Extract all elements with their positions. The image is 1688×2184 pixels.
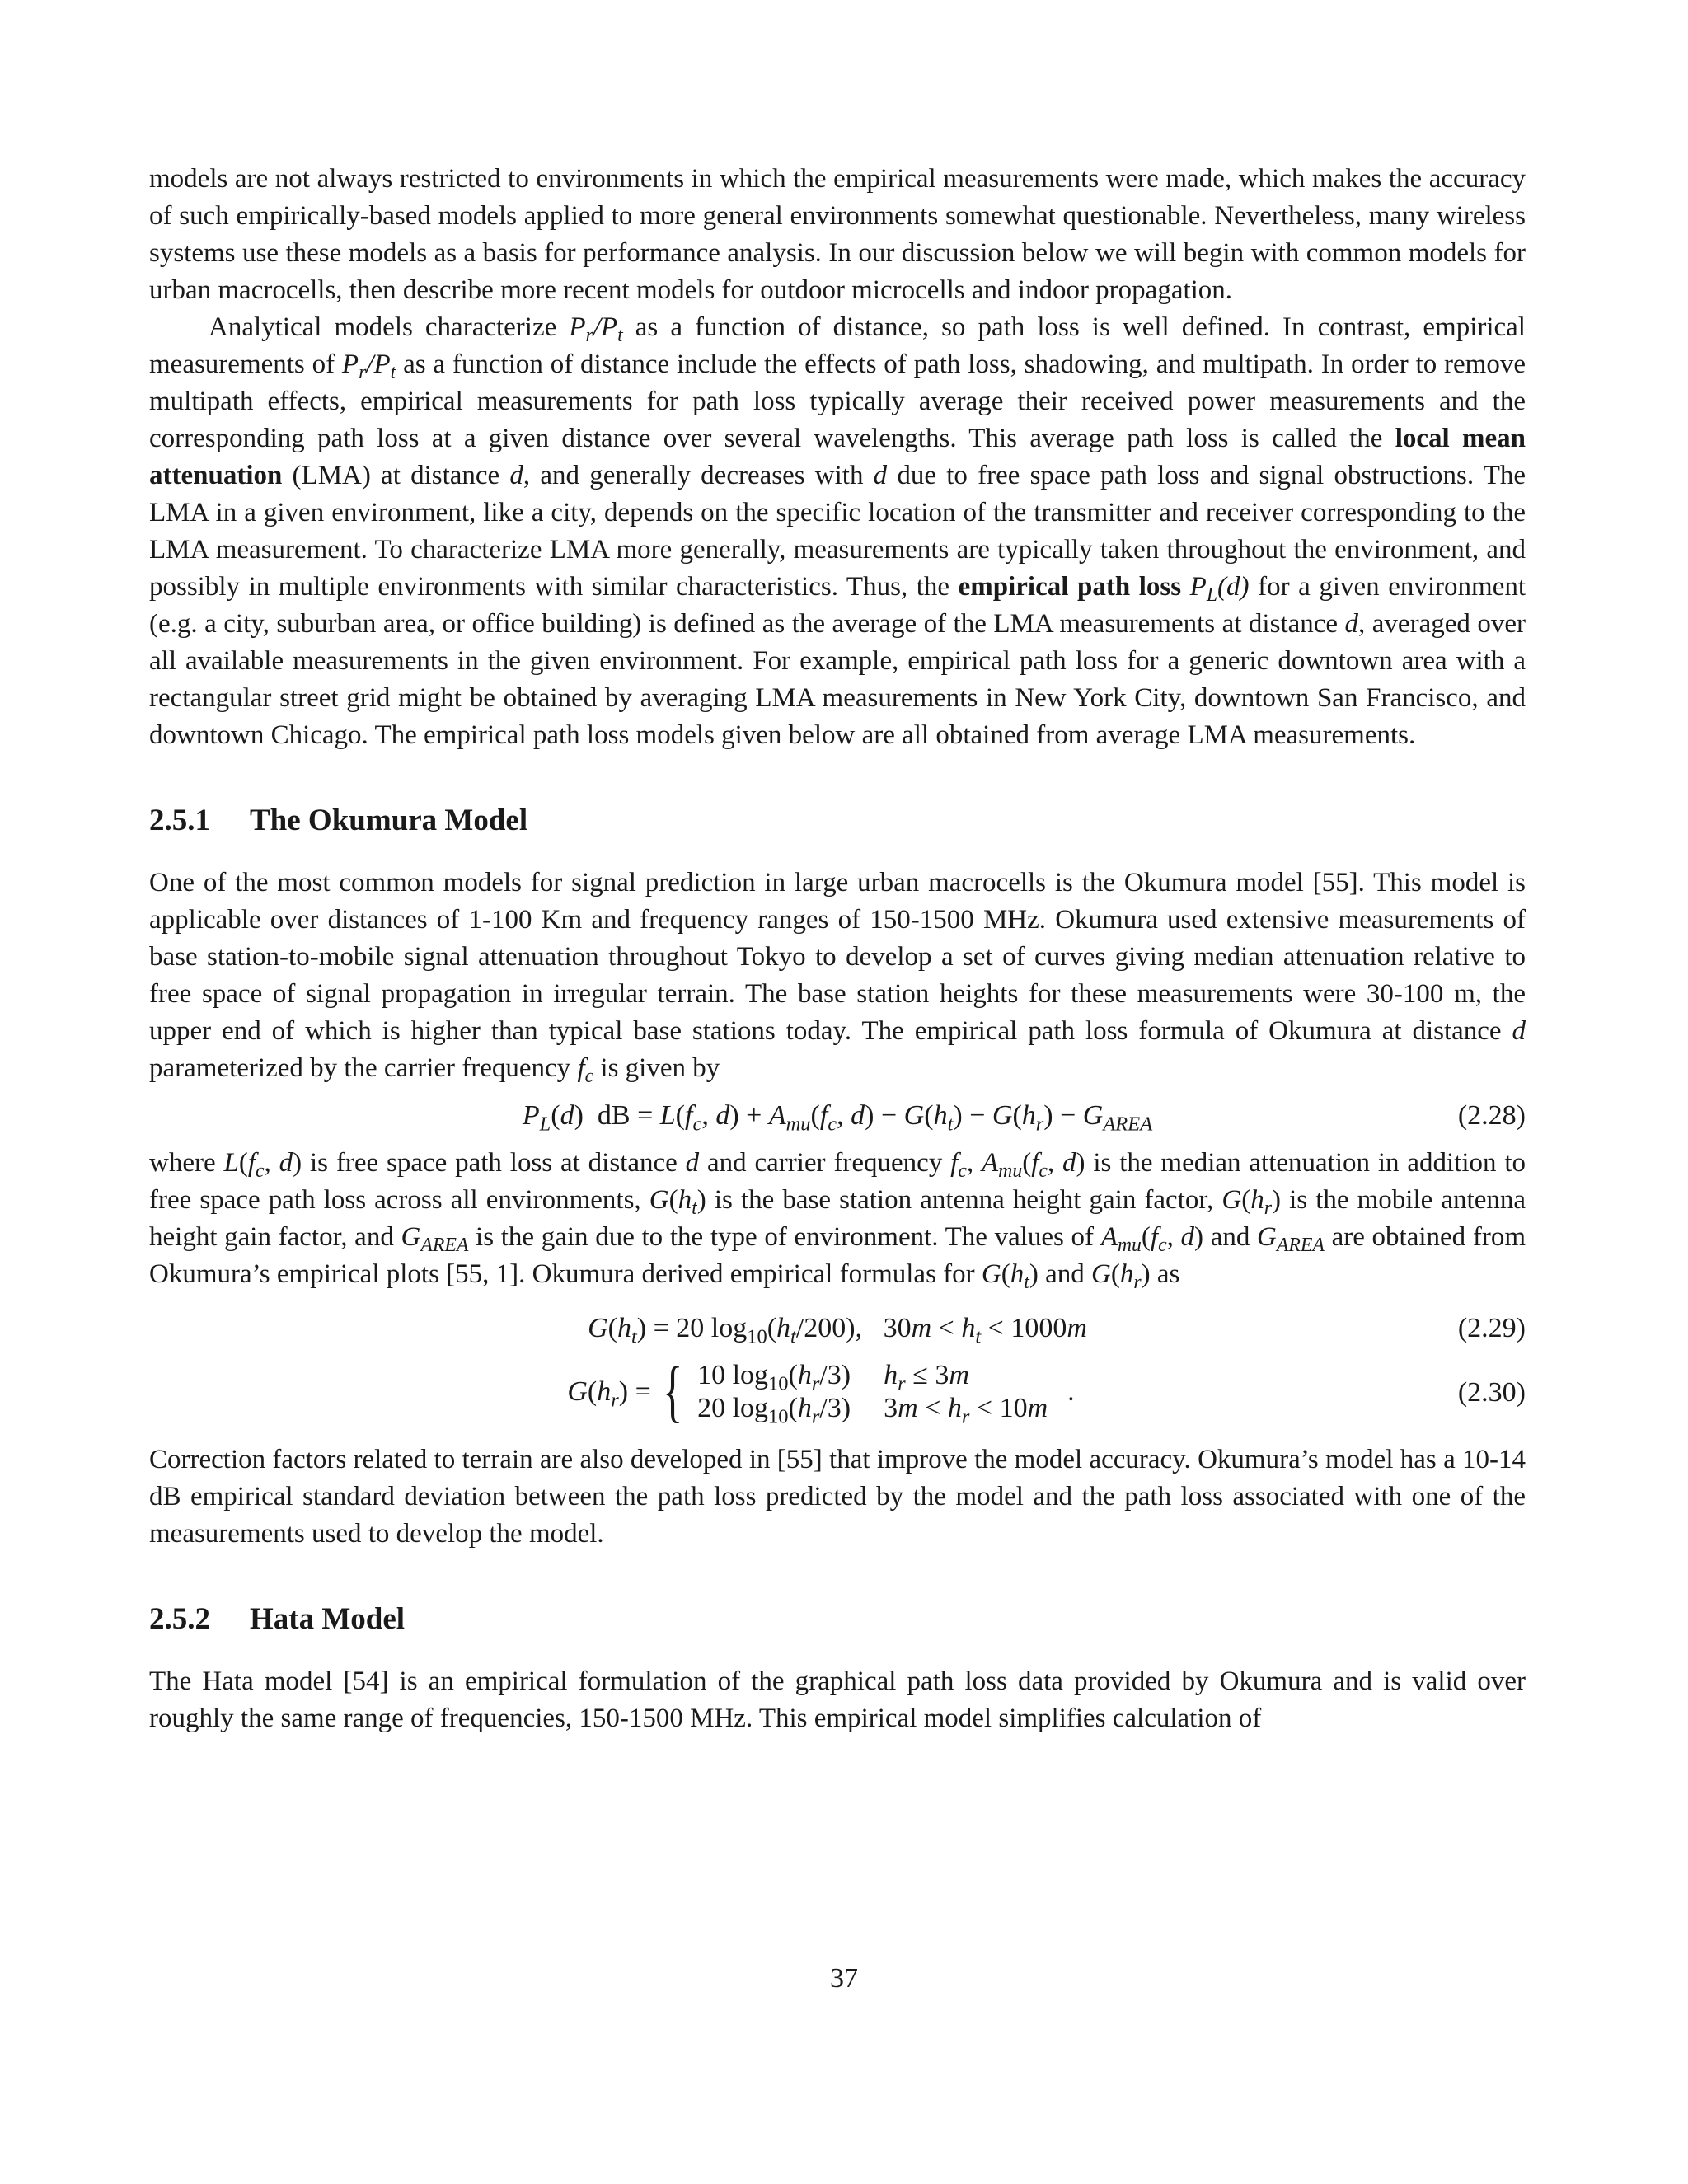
math-pr-pt: $P_r/P_t$ xyxy=(341,349,396,384)
math-pl-d: $P_L(d)$ xyxy=(1189,572,1250,607)
paragraph-okumura-terms: where $L(f_c$, d) is free space path loss at distance d and carrier frequency $f_c$, $A_{mu}(f_c$, d) is the median attenuation in addition to free space path loss across all environments, $G(h_t)$ is the base station antenna height gain factor, $G(h_r)$ is the mobile antenna height gain factor, and $G_{AREA}$ is the gain due to the type of environment. The values of $A_{mu}(f_c$, d) and $G_{AREA}$ are obtained from Okumura’s empirical plots [55, 1]. Okumura derived empirical formulas for $G(h_t)$ and $G(h_r)$ as xyxy=(149,1148,1526,1294)
paragraph-okumura-correction: Correction factors related to terrain are also developed in [55] that improve the model accuracy. Okumura’s model has a 10-14 dB empirical standard deviation between the path loss predicted by the model and the path loss associated with one of the measurements used to develop the model. xyxy=(149,1445,1526,1549)
section-heading-hata: 2.5.2 Hata Model xyxy=(149,1602,406,1636)
equation-2-30: $G(h_r)$ = { 10 $\log_{10}(h_r/3) h_r \le 3m$ 20 $\log_{10}(h_r/3) 3m < h_r < 10m$ . (2.30) xyxy=(567,1353,1526,1430)
paragraph-okumura-intro: One of the most common models for signal prediction in large urban macrocells is the Okumura model [55]. This model is applicable over distances of 1-100 Km and frequency ranges of 150-1500 MHz. Okumura used extensive measurements of base station-to-mobile signal attenuation throughout Tokyo to develop a set of curves giving median attenuation relative to free space of signal propagation in irregular terrain. The base station heights for these measurements were 30-100 m, the upper end of which is higher than typical base stations today. The empirical path loss formula of Okumura at distance d parameterized by the carrier frequency $f_c$ is given by xyxy=(149,868,1526,1088)
equation-2-28: $P_L(d)$ dB = $L(f_c$, $d) + A_{mu}(f_c$, $d) - G(h_t) - G(h_r) - G_{AREA}$ (2.28) xyxy=(149,1097,1526,1135)
paragraph-hata-intro: The Hata model [54] is an empirical formulation of the graphical path loss data provided by Okumura and is valid over roughly the same range of frequencies, 150-1500 MHz. This empirical model simplifies calculation of xyxy=(149,1666,1526,1733)
page-body xyxy=(149,161,1526,1737)
paragraph-intro: models are not always restricted to environments in which the empirical measurements were made, which makes the accuracy of such empirically-based models applied to more general environments somewhat questionable. Nevertheless, many wireless systems use these models as a basis for performance analysis. In our discussion below we will begin with common models for urban macrocells, then describe more recent models for outdoor microcells and indoor propagation. xyxy=(149,164,1526,305)
equation-2-29: $G(h_t) = 20$ $\log_{10}(h_t/200)$, $30m < h_t < 1000m$ (2.29) xyxy=(149,1310,1526,1347)
math-pr-pt: $P_r/P_t$ xyxy=(569,312,623,347)
term-empirical-path-loss: empirical path loss xyxy=(958,572,1182,602)
section-heading-okumura: 2.5.1 The Okumura Model xyxy=(149,804,528,837)
equation-number: (2.28) xyxy=(1457,1100,1526,1131)
paragraph-analytical-models: Analytical models characterize $P_r/P_t$ as a function of distance, so path loss is well defined. In contrast, empirical measurements of $P_r/P_t$ as a function of distance include the effects of path loss, shadowing, and multipath. In order to remove multipath effects, empirical measurements for path loss typically average their received power measurements and the corresponding path loss at a given distance over several wavelengths. This average path loss is called the local mean attenuation (LMA) at distance d, and generally decreases with d due to free space path loss and signal obstructions. The LMA in a given environment, like a city, depends on the specific location of the transmitter and receiver corresponding to the LMA measurement. To characterize LMA more generally, measurements are typically taken throughout the environment, and possibly in multiple environments with similar characteristics. Thus, the empirical path loss $P_L(d)$ for a given environment (e.g. a city, suburban area, or office building) is defined as the average of the LMA measurements at distance d, averaged over all available measurements in the given environment. For example, empirical path loss for a generic downtown area with a rectangular street grid might be obtained by averaging LMA measurements in New York City, downtown San Francisco, and downtown Chicago. The empirical path loss models given below are all obtained from average LMA measurements. xyxy=(149,312,1526,750)
equation-number: (2.29) xyxy=(1457,1313,1526,1343)
equation-number: (2.30) xyxy=(1457,1377,1526,1408)
left-brace: { xyxy=(662,1353,683,1430)
page-number: 37 xyxy=(830,1963,858,1994)
term-local-mean-attenuation: local mean attenuation xyxy=(149,424,1526,490)
